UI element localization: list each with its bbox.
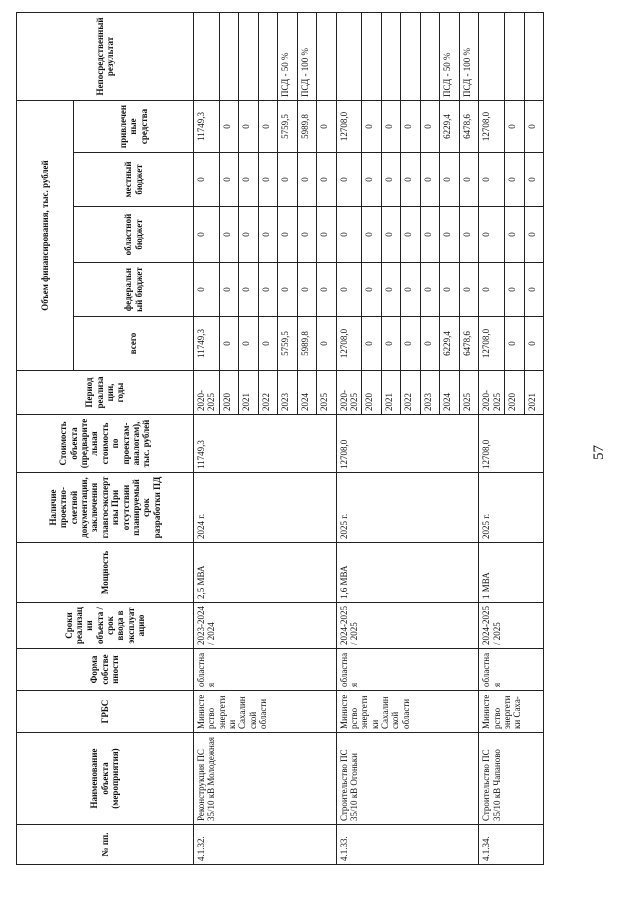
cell-regional: 0 xyxy=(297,207,317,263)
cell-result xyxy=(381,12,401,100)
cell-attracted: 12708,0 xyxy=(336,100,362,152)
cell-attracted: 0 xyxy=(219,100,239,152)
table-body xyxy=(194,12,544,864)
cell-local: 0 xyxy=(194,153,220,207)
cell-result xyxy=(336,12,362,100)
object-capacity: 1,6 МВА xyxy=(336,543,479,603)
cell-period: 2020 xyxy=(219,371,239,415)
financing-table xyxy=(16,12,544,865)
cell-period: 2020-2025 xyxy=(194,371,220,415)
cell-result xyxy=(362,12,382,100)
cell-period: 2020 xyxy=(362,371,382,415)
header-capacity: Мощность xyxy=(17,543,194,603)
table-row xyxy=(194,12,220,864)
cell-regional: 0 xyxy=(336,207,362,263)
cell-attracted: 0 xyxy=(239,100,259,152)
object-capacity: 2,5 МВА xyxy=(194,543,337,603)
cell-regional: 0 xyxy=(440,207,460,263)
cell-regional: 0 xyxy=(381,207,401,263)
cell-total: 0 xyxy=(258,317,278,371)
object-num: 4.1.34. xyxy=(479,825,544,865)
cell-result xyxy=(258,12,278,100)
cell-total: 0 xyxy=(524,317,544,371)
cell-result xyxy=(219,12,239,100)
table-header xyxy=(17,12,194,864)
object-grbs: Министерство энергетики Сахалинской области xyxy=(194,691,337,733)
cell-federal: 0 xyxy=(459,263,479,317)
table-row xyxy=(336,12,362,864)
cell-total: 0 xyxy=(420,317,440,371)
cell-local: 0 xyxy=(459,153,479,207)
cell-federal: 0 xyxy=(194,263,220,317)
object-capacity: 1 МВА xyxy=(479,543,544,603)
object-num: 4.1.33. xyxy=(336,825,479,865)
cell-federal: 0 xyxy=(505,263,525,317)
cell-attracted: 0 xyxy=(317,100,337,152)
header-num: № пп. xyxy=(17,825,194,865)
table-row xyxy=(479,12,505,864)
cell-attracted: 0 xyxy=(362,100,382,152)
cell-result xyxy=(239,12,259,100)
cell-period: 2022 xyxy=(258,371,278,415)
cell-result: ПСД - 50 % xyxy=(278,12,298,100)
cell-period: 2024 xyxy=(297,371,317,415)
cell-federal: 0 xyxy=(420,263,440,317)
header-name: Наименование объекта (мероприятия) xyxy=(17,733,194,825)
cell-federal: 0 xyxy=(362,263,382,317)
cell-federal: 0 xyxy=(297,263,317,317)
header-regional: областной бюджет xyxy=(74,207,194,263)
object-name: Строительство ПС 35/10 кВ Чапаново xyxy=(479,733,544,825)
object-num: 4.1.32. xyxy=(194,825,337,865)
cell-federal: 0 xyxy=(336,263,362,317)
cell-regional: 0 xyxy=(194,207,220,263)
cell-period: 2021 xyxy=(239,371,259,415)
cell-local: 0 xyxy=(401,153,421,207)
cell-local: 0 xyxy=(381,153,401,207)
header-total: всего xyxy=(74,317,194,371)
header-attracted: привлеченные средства xyxy=(74,100,194,152)
cell-regional: 0 xyxy=(258,207,278,263)
cell-local: 0 xyxy=(239,153,259,207)
cell-result: ПСД - 50 % xyxy=(440,12,460,100)
cell-local: 0 xyxy=(336,153,362,207)
cell-federal: 0 xyxy=(239,263,259,317)
cell-result xyxy=(401,12,421,100)
cell-local: 0 xyxy=(297,153,317,207)
cell-regional: 0 xyxy=(505,207,525,263)
object-cost: 12708,0 xyxy=(336,415,479,473)
header-financing-group: Объем финансирования, тыс. рублей xyxy=(17,100,74,370)
cell-federal: 0 xyxy=(524,263,544,317)
cell-result xyxy=(194,12,220,100)
cell-attracted: 6478,6 xyxy=(459,100,479,152)
cell-total: 12708,0 xyxy=(479,317,505,371)
object-design-docs: 2025 г. xyxy=(479,473,544,543)
cell-total: 0 xyxy=(381,317,401,371)
cell-local: 0 xyxy=(258,153,278,207)
cell-regional: 0 xyxy=(420,207,440,263)
cell-local: 0 xyxy=(420,153,440,207)
cell-result xyxy=(505,12,525,100)
cell-period: 2020-2025 xyxy=(336,371,362,415)
cell-regional: 0 xyxy=(317,207,337,263)
cell-result xyxy=(420,12,440,100)
cell-total: 11749,3 xyxy=(194,317,220,371)
cell-federal: 0 xyxy=(479,263,505,317)
cell-period: 2025 xyxy=(459,371,479,415)
cell-total: 0 xyxy=(505,317,525,371)
cell-regional: 0 xyxy=(278,207,298,263)
cell-local: 0 xyxy=(479,153,505,207)
cell-period: 2020 xyxy=(505,371,525,415)
cell-attracted: 0 xyxy=(524,100,544,152)
cell-attracted: 6229,4 xyxy=(440,100,460,152)
object-grbs: Министерство энергетики Сахалинской области xyxy=(336,691,479,733)
cell-attracted: 5759,5 xyxy=(278,100,298,152)
cell-period: 2022 xyxy=(401,371,421,415)
cell-regional: 0 xyxy=(479,207,505,263)
object-grbs: Министерство энергетики Саха- xyxy=(479,691,544,733)
cell-total: 0 xyxy=(317,317,337,371)
cell-federal: 0 xyxy=(401,263,421,317)
cell-attracted: 0 xyxy=(401,100,421,152)
cell-total: 6229,4 xyxy=(440,317,460,371)
object-ownership: областная xyxy=(479,649,544,691)
object-terms: 2023-2024 / 2024 xyxy=(194,603,337,649)
cell-local: 0 xyxy=(219,153,239,207)
cell-total: 0 xyxy=(401,317,421,371)
cell-attracted: 0 xyxy=(258,100,278,152)
cell-total: 0 xyxy=(239,317,259,371)
cell-federal: 0 xyxy=(381,263,401,317)
cell-regional: 0 xyxy=(219,207,239,263)
cell-total: 12708,0 xyxy=(336,317,362,371)
cell-local: 0 xyxy=(505,153,525,207)
cell-period: 2020-2025 xyxy=(479,371,505,415)
header-result: Непосредственный результат xyxy=(17,12,194,100)
cell-regional: 0 xyxy=(459,207,479,263)
header-grbs: ГРБС xyxy=(17,691,194,733)
cell-local: 0 xyxy=(278,153,298,207)
object-design-docs: 2025 г. xyxy=(336,473,479,543)
cell-period: 2021 xyxy=(524,371,544,415)
cell-period: 2021 xyxy=(381,371,401,415)
page-number: 57 xyxy=(591,445,607,460)
cell-regional: 0 xyxy=(362,207,382,263)
cell-attracted: 11749,3 xyxy=(194,100,220,152)
header-period: Период реализации, годы xyxy=(17,371,194,415)
cell-total: 5759,5 xyxy=(278,317,298,371)
cell-local: 0 xyxy=(440,153,460,207)
object-ownership: областная xyxy=(194,649,337,691)
header-row-1 xyxy=(17,12,74,864)
cell-total: 5989,8 xyxy=(297,317,317,371)
cell-total: 0 xyxy=(362,317,382,371)
object-terms: 2024-2025 / 2025 xyxy=(336,603,479,649)
cell-result xyxy=(524,12,544,100)
object-design-docs: 2024 г. xyxy=(194,473,337,543)
cell-result xyxy=(317,12,337,100)
cell-period: 2023 xyxy=(420,371,440,415)
cell-federal: 0 xyxy=(440,263,460,317)
header-design-docs: Наличие проектно-сметной документации, заключения главгосэкспертизы При отсутствии планируемый срок разработки ПД xyxy=(17,473,194,543)
object-name: Реконструкция ПС 35/10 кВ Молодежная xyxy=(194,733,337,825)
object-name: Строительство ПС 35/10 кВ Огоньки xyxy=(336,733,479,825)
header-ownership: Форма собственности xyxy=(17,649,194,691)
header-terms: Сроки реализации объекта / срок ввода в эксплуатацию xyxy=(17,603,194,649)
cell-total: 0 xyxy=(219,317,239,371)
header-local: местный бюджет xyxy=(74,153,194,207)
cell-regional: 0 xyxy=(524,207,544,263)
cell-period: 2023 xyxy=(278,371,298,415)
cell-period: 2025 xyxy=(317,371,337,415)
cell-result xyxy=(479,12,505,100)
cell-attracted: 12708,0 xyxy=(479,100,505,152)
object-terms: 2024-2025 / 2025 xyxy=(479,603,544,649)
cell-federal: 0 xyxy=(278,263,298,317)
header-federal: федеральный бюджет xyxy=(74,263,194,317)
cell-result: ПСД - 100 % xyxy=(297,12,317,100)
cell-local: 0 xyxy=(362,153,382,207)
cell-regional: 0 xyxy=(239,207,259,263)
cell-local: 0 xyxy=(524,153,544,207)
object-cost: 12708,0 xyxy=(479,415,544,473)
cell-local: 0 xyxy=(317,153,337,207)
cell-attracted: 0 xyxy=(420,100,440,152)
cell-federal: 0 xyxy=(219,263,239,317)
object-ownership: областная xyxy=(336,649,479,691)
cell-period: 2024 xyxy=(440,371,460,415)
cell-result: ПСД - 100 % xyxy=(459,12,479,100)
cell-attracted: 5989,8 xyxy=(297,100,317,152)
cell-federal: 0 xyxy=(258,263,278,317)
header-cost: Стоимость объекта (предварительная стоимость по проектам-аналогам), тыс. рублей xyxy=(17,415,194,473)
object-cost: 11749,3 xyxy=(194,415,337,473)
cell-attracted: 0 xyxy=(505,100,525,152)
cell-federal: 0 xyxy=(317,263,337,317)
cell-regional: 0 xyxy=(401,207,421,263)
cell-attracted: 0 xyxy=(381,100,401,152)
cell-total: 6478,6 xyxy=(459,317,479,371)
